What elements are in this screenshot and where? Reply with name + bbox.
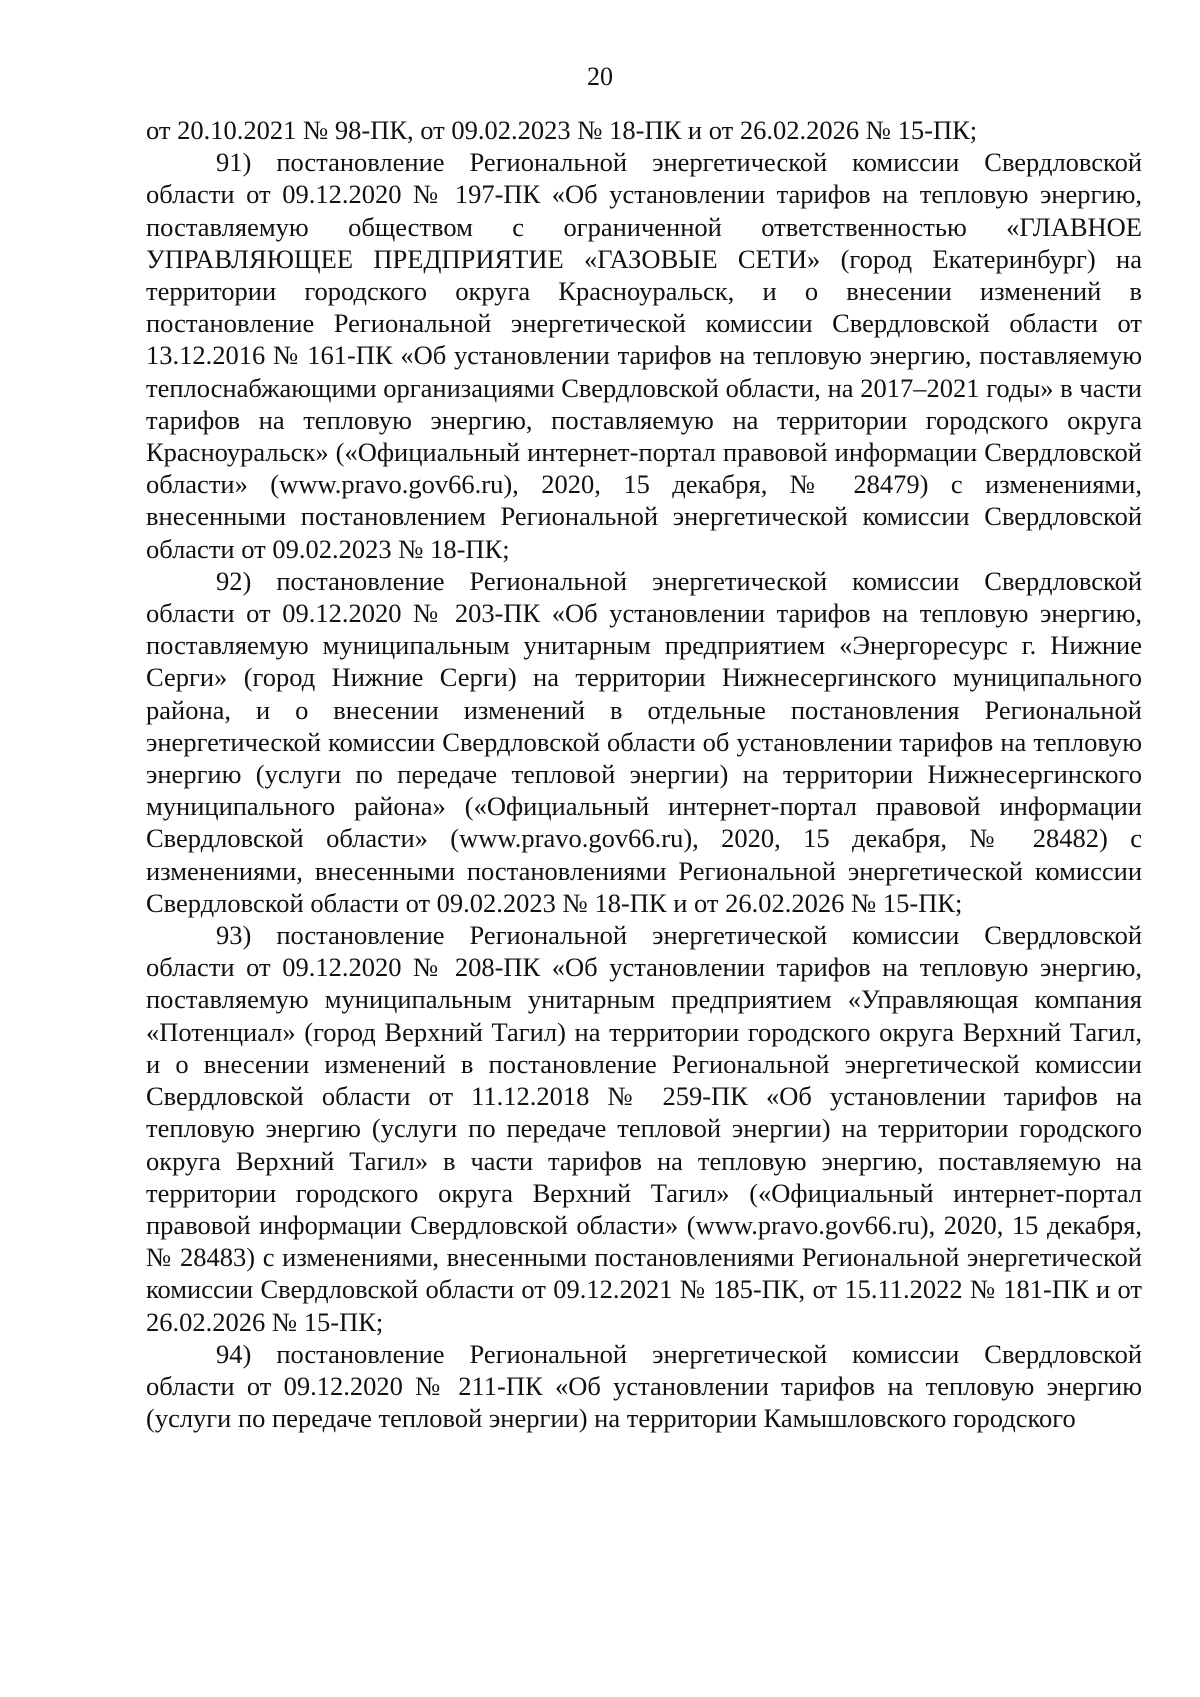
list-item-92: 92) постановление Региональной энергетической комиссии Свердловской области от 09.12.2020 № 203-ПК «Об установлении тарифов на тепловую энергию, поставляемую муниципальным унитарным предприятием «Энергоресурс г. Нижние Серги» (город Нижние Серги) на территории Нижнесергинского муниципального района, и о внесении изменений в отдельные постановления Региональной энергетической комиссии Свердловской области об установлении тарифов на тепловую энергию (услуги по передаче тепловой энергии) на территории Нижнесергинского муниципального района» («Официальный интернет-портал правовой информации Свердловской области» (www.pravo.gov66.ru), 2020, 15 декабря, № 28482) с изменениями, внесенными постановлениями Региональной энергетической комиссии Свердловской области от 09.02.2023 № 18-ПК и от 26.02.2026 № 15-ПК;	[146, 565, 1142, 918]
list-item-94: 94) постановление Региональной энергетической комиссии Свердловской области от 09.12.2020 № 211-ПК «Об установлении тарифов на тепловую энергию (услуги по передаче тепловой энергии) на территории Камышловского городского	[146, 1338, 1142, 1434]
list-item-91: 91) постановление Региональной энергетической комиссии Свердловской области от 09.12.2020 № 197-ПК «Об установлении тарифов на тепловую энергию, поставляемую обществом с ограниченной ответственностью «ГЛАВНОЕ УПРАВЛЯЮЩЕЕ ПРЕДПРИЯТИЕ «ГАЗОВЫЕ СЕТИ» (город Екатеринбург) на территории городского округа Красноуральск, и о внесении изменений в постановление Региональной энергетической комиссии Свердловской области от 13.12.2016 № 161-ПК «Об установлении тарифов на тепловую энергию, поставляемую теплоснабжающими организациями Свердловской области, на 2017–2021 годы» в части тарифов на тепловую энергию, поставляемую на территории городского округа Красноуральск» («Официальный интернет-портал правовой информации Свердловской области» (www.pravo.gov66.ru), 2020, 15 декабря, № 28479) с изменениями, внесенными постановлением Региональной энергетической комиссии Свердловской области от 09.02.2023 № 18-ПК;	[146, 147, 1142, 564]
list-item-93: 93) постановление Региональной энергетической комиссии Свердловской области от 09.12.2020 № 208-ПК «Об установлении тарифов на тепловую энергию, поставляемую муниципальным унитарным предприятием «Управляющая компания «Потенциал» (город Верхний Тагил) на территории городского округа Верхний Тагил, и о внесении изменений в постановление Региональной энергетической комиссии Свердловской области от 11.12.2018 № 259-ПК «Об установлении тарифов на тепловую энергию (услуги по передаче тепловой энергии) на территории городского округа Верхний Тагил» в части тарифов на тепловую энергию, поставляемую на территории городского округа Верхний Тагил» («Официальный интернет-портал правовой информации Свердловской области» (www.pravo.gov66.ru), 2020, 15 декабря, № 28483) с изменениями, внесенными постановлениями Региональной энергетической комиссии Свердловской области от 09.12.2021 № 185-ПК, от 15.11.2022 № 181-ПК и от 26.02.2026 № 15-ПК;	[146, 920, 1142, 1337]
page-number: 20	[587, 62, 613, 91]
document-body	[146, 114, 1142, 1434]
paragraph-continuation: от 20.10.2021 № 98-ПК, от 09.02.2023 № 18-ПК и от 26.02.2026 № 15-ПК;	[146, 115, 978, 145]
